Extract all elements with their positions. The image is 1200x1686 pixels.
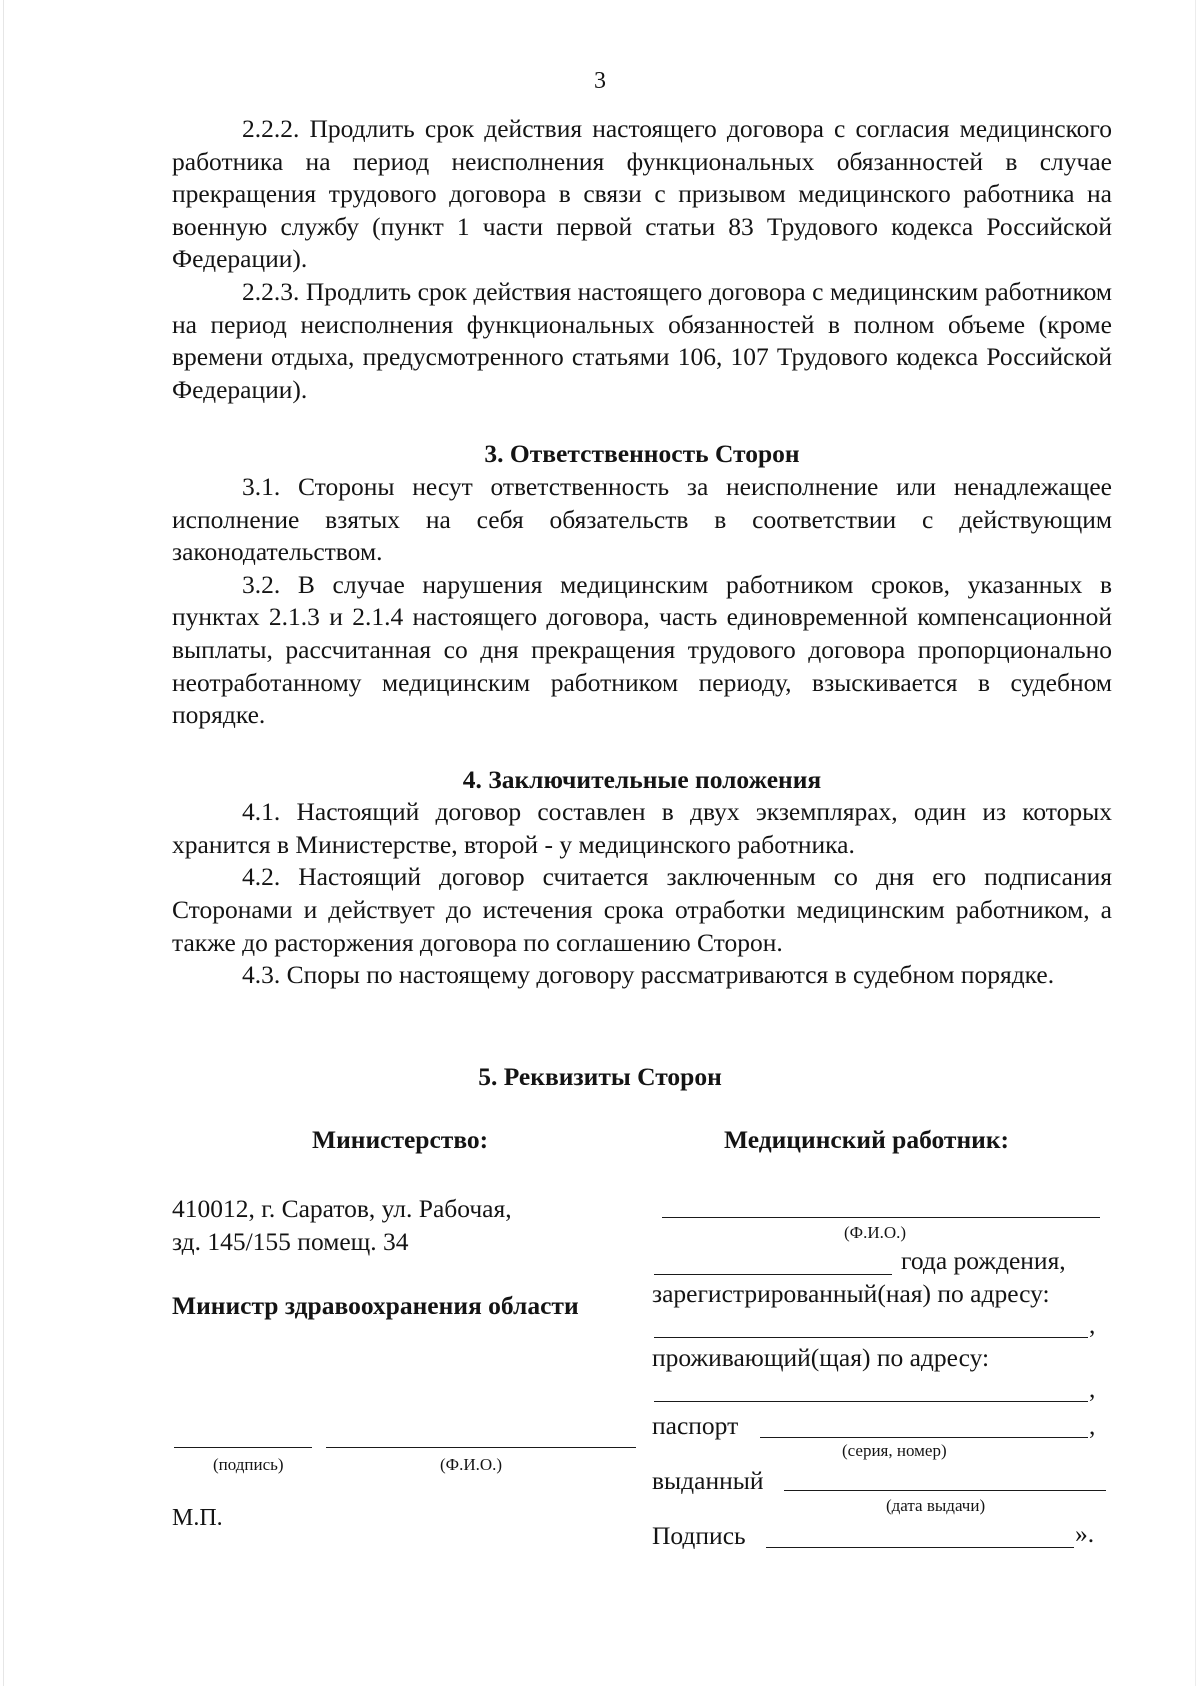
residing-address-line <box>654 1401 1088 1402</box>
ministry-address-line2: зд. 145/155 помещ. 34 <box>172 1227 409 1256</box>
worker-fio-line <box>662 1217 1100 1218</box>
ministry-signature-line <box>174 1447 312 1448</box>
page-edge-left <box>3 0 4 1686</box>
clause-4-3: 4.3. Споры по настоящему договору рассматриваются в судебном порядке. <box>242 960 1055 990</box>
worker-signature-label: Подпись <box>652 1521 746 1550</box>
section-4-heading: 4. Заключительные положения <box>462 764 822 794</box>
ministry-heading: Министерство: <box>312 1125 489 1154</box>
page-edge-right <box>1195 0 1196 1686</box>
clause-2-2-3: 2.2.3. Продлить срок действия настоящего договора с медицинским работником на период неисполнения функциональных обязанностей в полном объеме (кроме времени отдыха, предусмотренного статьями 106, 107 Трудового кодекса Российской Федерации). <box>172 276 1112 404</box>
ministry-fio-caption: (Ф.И.О.) <box>440 1455 503 1474</box>
residing-address-comma: , <box>1089 1374 1096 1403</box>
ministry-address-line1: 410012, г. Саратов, ул. Рабочая, <box>172 1194 512 1223</box>
worker-fio-caption: (Ф.И.О.) <box>844 1223 907 1242</box>
birth-year-label: года рождения, <box>901 1246 1066 1275</box>
residing-address-label: проживающий(щая) по адресу: <box>652 1343 990 1372</box>
page-number: 3 <box>594 68 606 94</box>
issued-line <box>784 1490 1106 1491</box>
worker-heading: Медицинский работник: <box>724 1125 1010 1154</box>
section-5-heading: 5. Реквизиты Сторон <box>478 1062 722 1091</box>
passport-line <box>760 1437 1088 1438</box>
passport-label: паспорт <box>652 1411 739 1440</box>
issued-caption: (дата выдачи) <box>886 1496 986 1515</box>
registered-address-comma: , <box>1089 1310 1096 1339</box>
issued-label: выданный <box>652 1466 764 1495</box>
registered-address-line <box>654 1337 1088 1338</box>
clause-2-2-2: 2.2.2. Продлить срок действия настоящего договора с согласия медицинского работника на период неисполнения функциональных обязанностей в случае прекращения трудового договора в связи с призывом медицинского работника на военную службу (пункт 1 части первой статьи 83 Трудового кодекса Российской Федерации). <box>172 114 1112 274</box>
clause-3-1: 3.1. Стороны несут ответственность за неисполнение или ненадлежащее исполнение взятых на себя обязательств в соответствии с действующим законодательством. <box>172 471 1112 567</box>
passport-caption: (серия, номер) <box>842 1441 947 1460</box>
stamp-label: М.П. <box>172 1505 223 1531</box>
worker-signature-line <box>766 1547 1074 1548</box>
passport-comma: , <box>1089 1411 1096 1440</box>
spacer <box>172 406 1112 438</box>
section-3-heading: 3. Ответственность Сторон <box>484 439 800 469</box>
worker-signature-end: ». <box>1075 1519 1095 1548</box>
ministry-fio-line <box>326 1447 636 1448</box>
ministry-signer-title: Министр здравоохранения области <box>172 1291 579 1320</box>
clause-4-2: 4.2. Настоящий договор считается заключенным со дня его подписания Сторонами и действует до истечения срока отработки медицинским работником, а также до расторжения договора по соглашению Сторон. <box>172 862 1112 957</box>
document-body <box>172 113 1112 992</box>
clause-3-2: 3.2. В случае нарушения медицинским работником сроков, указанных в пунктах 2.1.3 и 2.1.4 настоящего договора, часть единовременной компенсационной выплаты, рассчитанная со дня прекращения трудового договора пропорционально неотработанному медицинским работником периоду, взыскивается в судебном порядке. <box>172 569 1112 730</box>
clause-4-1: 4.1. Настоящий договор составлен в двух экземплярах, один из которых хранится в Министерстве, второй - у медицинского работника. <box>172 797 1112 859</box>
ministry-signature-caption: (подпись) <box>213 1455 284 1474</box>
registered-address-label: зарегистрированный(ная) по адресу: <box>652 1279 1050 1308</box>
birth-year-line <box>654 1274 892 1275</box>
spacer <box>172 732 1112 764</box>
